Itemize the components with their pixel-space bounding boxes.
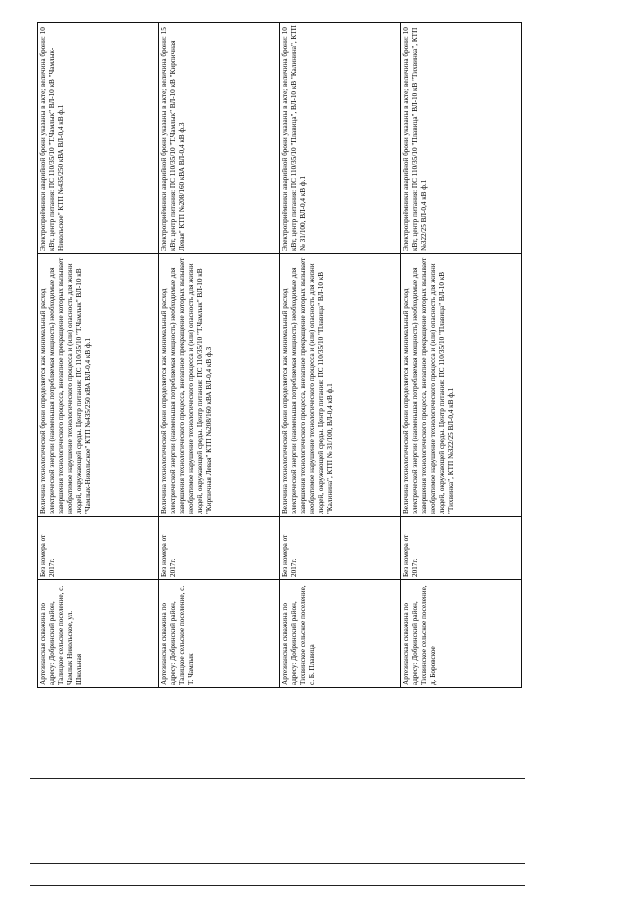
document-number-cell: Без номера от 2017г. — [280, 517, 401, 580]
divider-line — [30, 863, 525, 864]
document-number-cell: Без номера от 2017г. — [401, 517, 522, 580]
justification-cell: Величина технологической брони определяется как минимальный расход электрической энергии (наименьшая потребляемая мощность) необходимые для завершения технологического процесса, внезапное прекращение которых вызывает необратимое нарушение технологического процесса и (или) опасность для жизни людей, окружающей среды. Центр питания: ПС 110/35/10 "Плавица" ВЛ-10 кВ "Тихвинка", КТП №322/25 ВЛ-0,4 кВ ф.1 — [401, 254, 522, 517]
reservation-table — [37, 22, 522, 688]
consumers-cell: Электроприёмники аварийной брони указаны в акте; величина брони: 10 кВт, центр питания: ПС 110/35/10 "Плавица", ВЛ-10 кВ "Калинина", КТП № 31/100, ВЛ-0,4 кВ ф.1 — [280, 23, 401, 254]
table-row — [401, 23, 522, 688]
justification-cell: Величина технологической брони определяется как минимальный расход электрической энергии (наименьшая потребляемая мощность) необходимые для завершения технологического процесса, внезапное прекращение которых вызывает необратимое нарушение технологического процесса и (или) опасность для жизни людей, окружающей среды. Центр питания: ПС 110/35/10 "Т.Чамлык" ВЛ-10 кВ "Чамлык-Никольское" КТП №435/250 кВА ВЛ-0,4 кВ ф.1 — [38, 254, 159, 517]
table-row — [159, 23, 280, 688]
consumers-cell: Электроприёмники аварийной брони указаны в акте; величина брони: 10 кВт, центр питания: ПС 110/35/10 "Плавица" ВЛ-10 кВ "Тихвинка", КТП №322/25 ВЛ-0,4 кВ ф.1 — [401, 23, 522, 254]
consumers-cell: Электроприёмники аварийной брони указаны в акте; величина брони: 10 кВт, центр питания: ПС 110/35/10 "Т.Чамлык" ВЛ-10 кВ "Чамлык-Никольское" КТП №435/250 кВА ВЛ-0,4 кВ ф.1 — [38, 23, 159, 254]
table-row — [280, 23, 401, 688]
document-number-cell: Без номера от 2017г. — [159, 517, 280, 580]
divider-line — [30, 778, 525, 779]
justification-cell: Величина технологической брони определяется как минимальный расход электрической энергии (наименьшая потребляемая мощность) необходимые для завершения технологического процесса, внезапное прекращение которых вызывает необратимое нарушение технологического процесса и (или) опасность для жизни людей, окружающей среды. Центр питания: ПС 110/35/10 "Т.Чамлык" ВЛ-10 кВ "Кирпичная Левая" КТП №208/160 кВА ВЛ-0,4 кВ ф.3 — [159, 254, 280, 517]
divider-line — [30, 885, 525, 886]
address-cell: Артезианская скважина по адресу: Добринский район, Тихвинское сельское поселение, д. Боровское — [401, 580, 522, 688]
address-cell: Артезианская скважина по адресу: Добринский район, Талицкое сельское поселение, с. Т. Чамлык — [159, 580, 280, 688]
justification-cell: Величина технологической брони определяется как минимальный расход электрической энергии (наименьшая потребляемая мощность) необходимые для завершения технологического процесса, внезапное прекращение которых вызывает необратимое нарушение технологического процесса и (или) опасность для жизни людей, окружающей среды. Центр питания: ПС 110/35/10 "Плавица" ВЛ-10 кВ "Калинина", КТП № 31/100, ВЛ-0,4 кВ ф.1 — [280, 254, 401, 517]
consumers-cell: Электроприёмники аварийной брони указаны в акте; величина брони: 15 кВт, центр питания: ПС 110/35/10 "Т.Чамлык" ВЛ-10 кВ "Кирпичная Левая" КТП №208/160 кВА ВЛ-0,4 кВ ф.3 — [159, 23, 280, 254]
document-number-cell: Без номера от 2017г. — [38, 517, 159, 580]
address-cell: Артезианская скважина по адресу: Добринский район, Талицкое сельское поселение, с. Чамлык Никольское, ул. Школьная — [38, 580, 159, 688]
address-cell: Артезианская скважина по адресу: Добринский район, Тихвинское сельское поселение, с. Б. Плавица — [280, 580, 401, 688]
table-row — [38, 23, 159, 688]
